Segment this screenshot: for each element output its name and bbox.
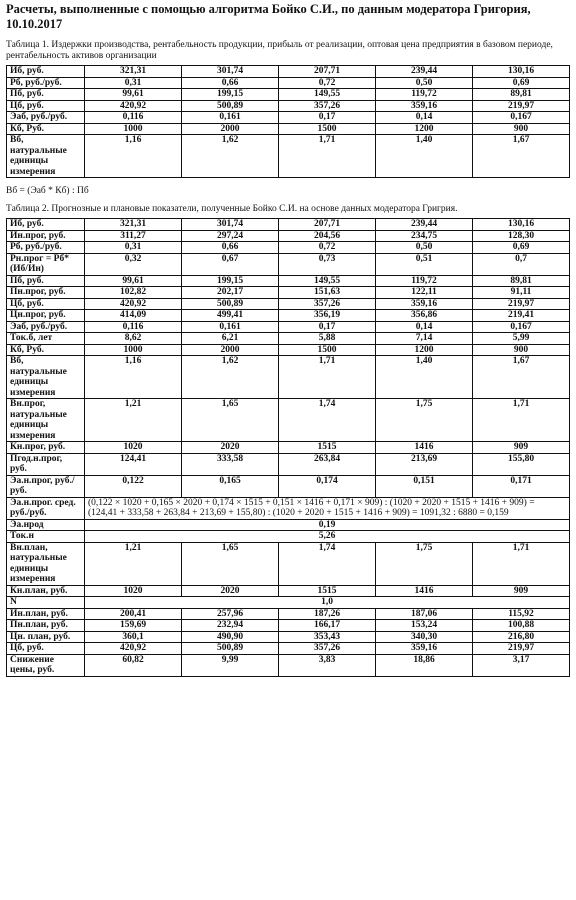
table-cell: 1,62 [182, 135, 279, 178]
table-cell: 263,84 [279, 453, 376, 475]
row-label: N [7, 597, 85, 609]
row-label: Рн.прог = Рб* (Иб/Ин) [7, 253, 85, 275]
row-label: Кб, Руб. [7, 344, 85, 356]
table-row [7, 453, 570, 475]
table-row [7, 542, 570, 585]
table-cell: 1,74 [279, 542, 376, 585]
table-cell: 1000 [85, 344, 182, 356]
table-cell: 91,11 [473, 287, 570, 299]
table-cell: 130,16 [473, 219, 570, 231]
table-cell: 1,75 [376, 542, 473, 585]
table-cell: 0,116 [85, 112, 182, 124]
table-cell: 360,1 [85, 631, 182, 643]
table-cell: 0,122 [85, 475, 182, 497]
table-cell: 0,31 [85, 77, 182, 89]
row-label: Кб, Руб. [7, 123, 85, 135]
table-cell: 130,16 [473, 66, 570, 78]
table-cell: 301,74 [182, 66, 279, 78]
table-cell: 909 [473, 442, 570, 454]
table-row [7, 475, 570, 497]
table-cell: 2000 [182, 123, 279, 135]
table-cell: 1,71 [279, 356, 376, 399]
table-cell: 1200 [376, 123, 473, 135]
table-cell: 0,14 [376, 112, 473, 124]
table-cell: 2020 [182, 442, 279, 454]
table-cell: 297,24 [182, 230, 279, 242]
table-cell: 1500 [279, 344, 376, 356]
table-cell: 100,88 [473, 620, 570, 632]
table-cell: 356,86 [376, 310, 473, 322]
table-cell: 0,165 [182, 475, 279, 497]
table-cell: 102,82 [85, 287, 182, 299]
table-cell: 128,30 [473, 230, 570, 242]
table-cell: 321,31 [85, 219, 182, 231]
table-cell: 204,56 [279, 230, 376, 242]
table-cell: 420,92 [85, 100, 182, 112]
table-cell: 6,21 [182, 333, 279, 345]
table-cell: 0,17 [279, 321, 376, 333]
table-row [7, 333, 570, 345]
row-label: Рб, руб./руб. [7, 77, 85, 89]
table-cell: 5,99 [473, 333, 570, 345]
table-cell: 1500 [279, 123, 376, 135]
table-cell: 207,71 [279, 66, 376, 78]
table-cell: 234,75 [376, 230, 473, 242]
row-label: Цб, руб. [7, 643, 85, 655]
table-cell: 359,16 [376, 100, 473, 112]
table-cell: 89,81 [473, 275, 570, 287]
table-cell: 321,31 [85, 66, 182, 78]
table-cell: 159,69 [85, 620, 182, 632]
table-cell: 0,161 [182, 321, 279, 333]
table-cell: 1,75 [376, 399, 473, 442]
table-cell: 153,24 [376, 620, 473, 632]
table-cell: 199,15 [182, 89, 279, 101]
table-cell: 0,51 [376, 253, 473, 275]
table-cell: 301,74 [182, 219, 279, 231]
row-label: Иб, руб. [7, 219, 85, 231]
table-cell: 1000 [85, 123, 182, 135]
table-row [7, 89, 570, 101]
row-label: Пб, руб. [7, 89, 85, 101]
row-label: Эа.н.прог. сред. руб./руб. [7, 497, 85, 519]
table-cell: 499,41 [182, 310, 279, 322]
table-cell: 359,16 [376, 298, 473, 310]
table-cell: 500,89 [182, 643, 279, 655]
row-label: Вб, натуральные единицы измерения [7, 356, 85, 399]
table-row [7, 399, 570, 442]
table-cell: 1,21 [85, 542, 182, 585]
table-cell: 0,69 [473, 77, 570, 89]
table-cell: 2000 [182, 344, 279, 356]
table-cell: 149,55 [279, 275, 376, 287]
table-cell: 219,97 [473, 298, 570, 310]
table-cell: 99,61 [85, 89, 182, 101]
table1 [6, 65, 570, 178]
table-cell: 0,161 [182, 112, 279, 124]
table-row [7, 620, 570, 632]
table-row [7, 608, 570, 620]
table-cell: 199,15 [182, 275, 279, 287]
table-row [7, 585, 570, 597]
table-cell: 1020 [85, 585, 182, 597]
table-row [7, 597, 570, 609]
table-cell: 1,71 [473, 542, 570, 585]
table-cell: 1,16 [85, 135, 182, 178]
table-row [7, 321, 570, 333]
row-label: Кн.прог, руб. [7, 442, 85, 454]
table-cell: 122,11 [376, 287, 473, 299]
table-cell: 1,40 [376, 356, 473, 399]
table-row [7, 287, 570, 299]
table-cell: 219,97 [473, 100, 570, 112]
table-row [7, 643, 570, 655]
table-cell: 166,17 [279, 620, 376, 632]
document-page [6, 2, 572, 677]
row-label: Эаб, руб./руб. [7, 112, 85, 124]
table-cell: 1,74 [279, 399, 376, 442]
table-cell: 213,69 [376, 453, 473, 475]
table-cell: 2020 [182, 585, 279, 597]
table-cell: 356,19 [279, 310, 376, 322]
table-cell: 0,17 [279, 112, 376, 124]
row-label: Эаб, руб./руб. [7, 321, 85, 333]
row-label: Снижение цены, руб. [7, 654, 85, 676]
table-cell: 219,97 [473, 643, 570, 655]
table-cell: 3,83 [279, 654, 376, 676]
table-cell: 119,72 [376, 275, 473, 287]
table-cell: 0,72 [279, 77, 376, 89]
table-row [7, 275, 570, 287]
table-cell: 151,63 [279, 287, 376, 299]
merged-cell: 0,19 [85, 519, 570, 531]
table-cell: 3,17 [473, 654, 570, 676]
row-label: Пн.прог, руб. [7, 287, 85, 299]
table-cell: 0,14 [376, 321, 473, 333]
row-label: Цб, руб. [7, 100, 85, 112]
table-cell: 232,94 [182, 620, 279, 632]
table-cell: 89,81 [473, 89, 570, 101]
table-cell: 500,89 [182, 298, 279, 310]
table-cell: 1200 [376, 344, 473, 356]
table-cell: 357,26 [279, 643, 376, 655]
table-cell: 0,67 [182, 253, 279, 275]
table-cell: 0,73 [279, 253, 376, 275]
table-cell: 1,40 [376, 135, 473, 178]
table-cell: 0,167 [473, 112, 570, 124]
table-row [7, 66, 570, 78]
table-cell: 0,151 [376, 475, 473, 497]
table-cell: 311,27 [85, 230, 182, 242]
table-cell: 1515 [279, 442, 376, 454]
table-cell: 187,06 [376, 608, 473, 620]
table-cell: 1,71 [473, 399, 570, 442]
table-cell: 353,43 [279, 631, 376, 643]
row-label: Эа.нрод [7, 519, 85, 531]
table-cell: 0,66 [182, 77, 279, 89]
table-cell: 202,17 [182, 287, 279, 299]
table-cell: 909 [473, 585, 570, 597]
table-row [7, 112, 570, 124]
table-row [7, 631, 570, 643]
row-label: Вн.прог, натуральные единицы измерения [7, 399, 85, 442]
table-cell: 5,88 [279, 333, 376, 345]
table-cell: 155,80 [473, 453, 570, 475]
table-cell: 1,21 [85, 399, 182, 442]
table-row [7, 135, 570, 178]
table-row [7, 497, 570, 519]
table-row [7, 654, 570, 676]
table-cell: 0,171 [473, 475, 570, 497]
row-label: Ток.н [7, 531, 85, 543]
table-cell: 99,61 [85, 275, 182, 287]
table-cell: 8,62 [85, 333, 182, 345]
table-cell: 0,31 [85, 242, 182, 254]
table-cell: 124,41 [85, 453, 182, 475]
table-cell: 1,65 [182, 399, 279, 442]
table-row [7, 123, 570, 135]
table-cell: 7,14 [376, 333, 473, 345]
row-label: Ин.план, руб. [7, 608, 85, 620]
table-row [7, 230, 570, 242]
table-cell: 119,72 [376, 89, 473, 101]
table-cell: 420,92 [85, 298, 182, 310]
table2 [6, 218, 570, 677]
table-cell: 1,67 [473, 356, 570, 399]
table-cell: 187,26 [279, 608, 376, 620]
row-label: Цн. план, руб. [7, 631, 85, 643]
table1-body [7, 66, 570, 178]
table-row [7, 344, 570, 356]
table-cell: 60,82 [85, 654, 182, 676]
row-label: Пн.план, руб. [7, 620, 85, 632]
row-label: Пб, руб. [7, 275, 85, 287]
table-cell: 900 [473, 344, 570, 356]
table-cell: 340,30 [376, 631, 473, 643]
table-row [7, 442, 570, 454]
table-cell: 207,71 [279, 219, 376, 231]
table-cell: 0,66 [182, 242, 279, 254]
table-cell: 1020 [85, 442, 182, 454]
row-label: Кн.план, руб. [7, 585, 85, 597]
table-cell: 0,116 [85, 321, 182, 333]
document-title: Расчеты, выполненные с помощью алгоритма Бойко С.И., по данным модератора Григория, 10.10.2017 [6, 2, 531, 31]
row-label: Ток.б, лет [7, 333, 85, 345]
formula-text: Вб = (Эаб * Кб) : Пб [6, 186, 89, 196]
table-cell: 1,71 [279, 135, 376, 178]
table-cell: 414,09 [85, 310, 182, 322]
table1-caption: Таблица 1. Издержки производства, рентабельность продукции, прибыль от реализации, оптовая цена предприятия в базовом периоде, рентабельность активов организации [6, 40, 553, 61]
table-row [7, 219, 570, 231]
formula-cell: (0,122 × 1020 + 0,165 × 2020 + 0,174 × 1515 + 0,151 × 1416 + 0,171 × 909) : (1020 + 2020 + 1515 + 1416 + 909) = (124,41 + 333,58 + 263,84 + 213,69 + 155,80) : (1020 + 2020 + 1515 + 1416 + 909) = 1091,32 : 6880 = 0,159 [85, 497, 570, 519]
table-row [7, 100, 570, 112]
row-label: Цн.прог, руб. [7, 310, 85, 322]
table-cell: 0,72 [279, 242, 376, 254]
table-cell: 0,50 [376, 77, 473, 89]
row-label: Вн.план, натуральные единицы измерения [7, 542, 85, 585]
table-row [7, 531, 570, 543]
table-cell: 420,92 [85, 643, 182, 655]
table-row [7, 356, 570, 399]
table2-caption: Таблица 2. Прогнозные и плановые показатели, полученные Бойко С.И. на основе данных модератора Григрия. [6, 204, 458, 214]
table-cell: 490,90 [182, 631, 279, 643]
table-cell: 149,55 [279, 89, 376, 101]
table-cell: 359,16 [376, 643, 473, 655]
table-cell: 1,65 [182, 542, 279, 585]
table-cell: 0,167 [473, 321, 570, 333]
table-row [7, 242, 570, 254]
table-cell: 9,99 [182, 654, 279, 676]
table-row [7, 519, 570, 531]
table2-body [7, 219, 570, 677]
table-cell: 0,174 [279, 475, 376, 497]
table-cell: 0,69 [473, 242, 570, 254]
table-row [7, 253, 570, 275]
table-cell: 0,32 [85, 253, 182, 275]
row-label: Эа.н.прог, руб./руб. [7, 475, 85, 497]
table-cell: 357,26 [279, 100, 376, 112]
merged-cell: 5,26 [85, 531, 570, 543]
row-label: Пгод.н.прог, руб. [7, 453, 85, 475]
table-cell: 115,92 [473, 608, 570, 620]
table-cell: 216,80 [473, 631, 570, 643]
table-cell: 239,44 [376, 219, 473, 231]
table-cell: 1,62 [182, 356, 279, 399]
table-cell: 1416 [376, 442, 473, 454]
table-cell: 1416 [376, 585, 473, 597]
table-cell: 0,7 [473, 253, 570, 275]
table-cell: 900 [473, 123, 570, 135]
row-label: Ин.прог, руб. [7, 230, 85, 242]
row-label: Вб, натуральные единицы измерения [7, 135, 85, 178]
table-row [7, 298, 570, 310]
table-cell: 239,44 [376, 66, 473, 78]
table-cell: 0,50 [376, 242, 473, 254]
row-label: Иб, руб. [7, 66, 85, 78]
table-cell: 333,58 [182, 453, 279, 475]
table-cell: 200,41 [85, 608, 182, 620]
table-cell: 18,86 [376, 654, 473, 676]
table-cell: 357,26 [279, 298, 376, 310]
row-label: Рб, руб./руб. [7, 242, 85, 254]
table-cell: 500,89 [182, 100, 279, 112]
table-cell: 1,16 [85, 356, 182, 399]
table-row [7, 77, 570, 89]
row-label: Цб, руб. [7, 298, 85, 310]
table-row [7, 310, 570, 322]
table-cell: 219,41 [473, 310, 570, 322]
merged-cell: 1,0 [85, 597, 570, 609]
table-cell: 1515 [279, 585, 376, 597]
table-cell: 1,67 [473, 135, 570, 178]
table-cell: 257,96 [182, 608, 279, 620]
